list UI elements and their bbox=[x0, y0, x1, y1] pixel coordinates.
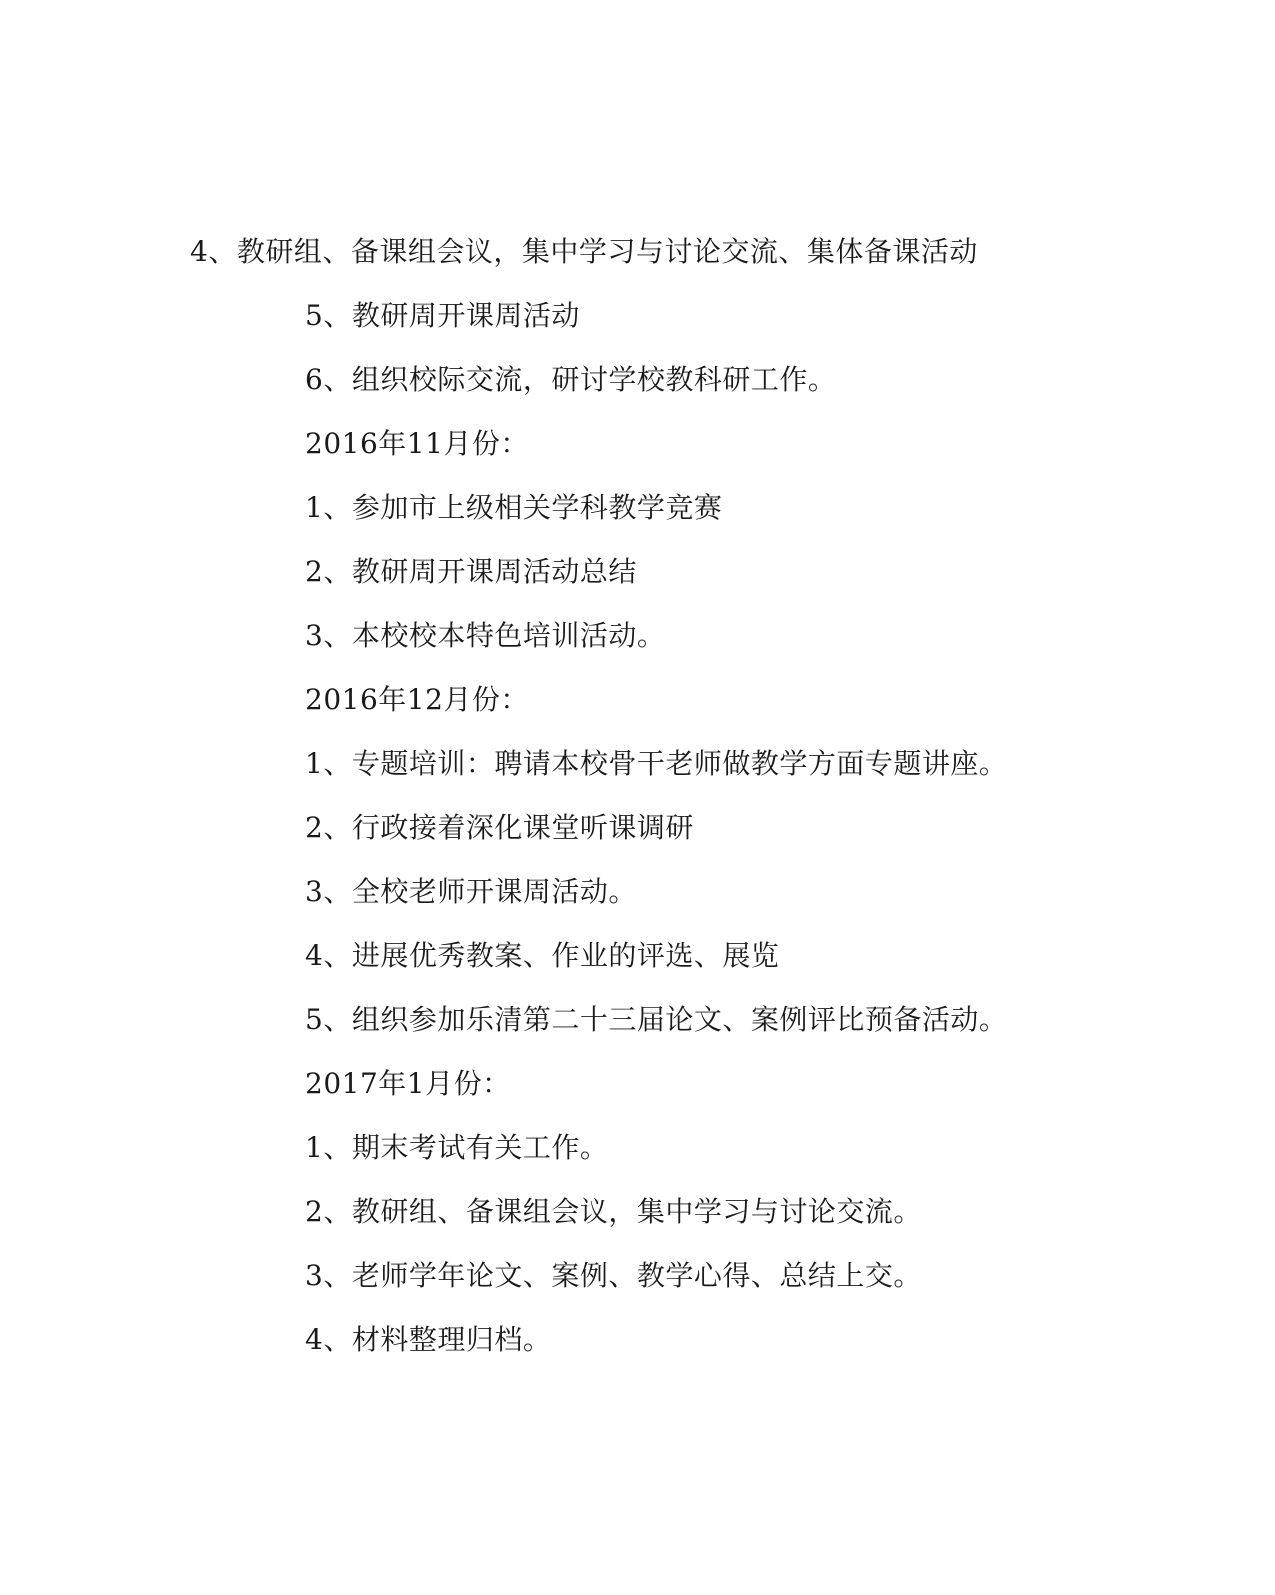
list-item: 3、全校老师开课周活动。 bbox=[305, 875, 637, 908]
list-item: 3、老师学年论文、案例、教学心得、总结上交。 bbox=[305, 1259, 922, 1292]
section-heading: 2016年12月份： bbox=[305, 683, 529, 716]
list-item: 2、教研周开课周活动总结 bbox=[305, 555, 637, 588]
list-item: 1、专题培训：聘请本校骨干老师做教学方面专题讲座。 bbox=[305, 747, 1008, 780]
list-item: 4、进展优秀教案、作业的评选、展览 bbox=[305, 939, 780, 972]
list-item: 2、教研组、备课组会议，集中学习与讨论交流。 bbox=[305, 1195, 922, 1228]
list-item: 2、行政接着深化课堂听课调研 bbox=[305, 811, 694, 844]
section-heading: 2017年1月份： bbox=[305, 1067, 511, 1100]
list-item: 1、参加市上级相关学科教学竞赛 bbox=[305, 491, 723, 524]
list-item: 6、组织校际交流，研讨学校教科研工作。 bbox=[305, 363, 837, 396]
list-item: 1、期末考试有关工作。 bbox=[305, 1131, 609, 1164]
list-item: 5、组织参加乐清第二十三届论文、案例评比预备活动。 bbox=[305, 1003, 1008, 1036]
list-item: 4、材料整理归档。 bbox=[305, 1323, 552, 1356]
list-item: 3、本校校本特色培训活动。 bbox=[305, 619, 666, 652]
section-heading: 2016年11月份： bbox=[305, 427, 529, 460]
list-item: 5、教研周开课周活动 bbox=[305, 299, 580, 332]
list-item: 4、教研组、备课组会议，集中学习与讨论交流、集体备课活动 bbox=[190, 235, 978, 268]
